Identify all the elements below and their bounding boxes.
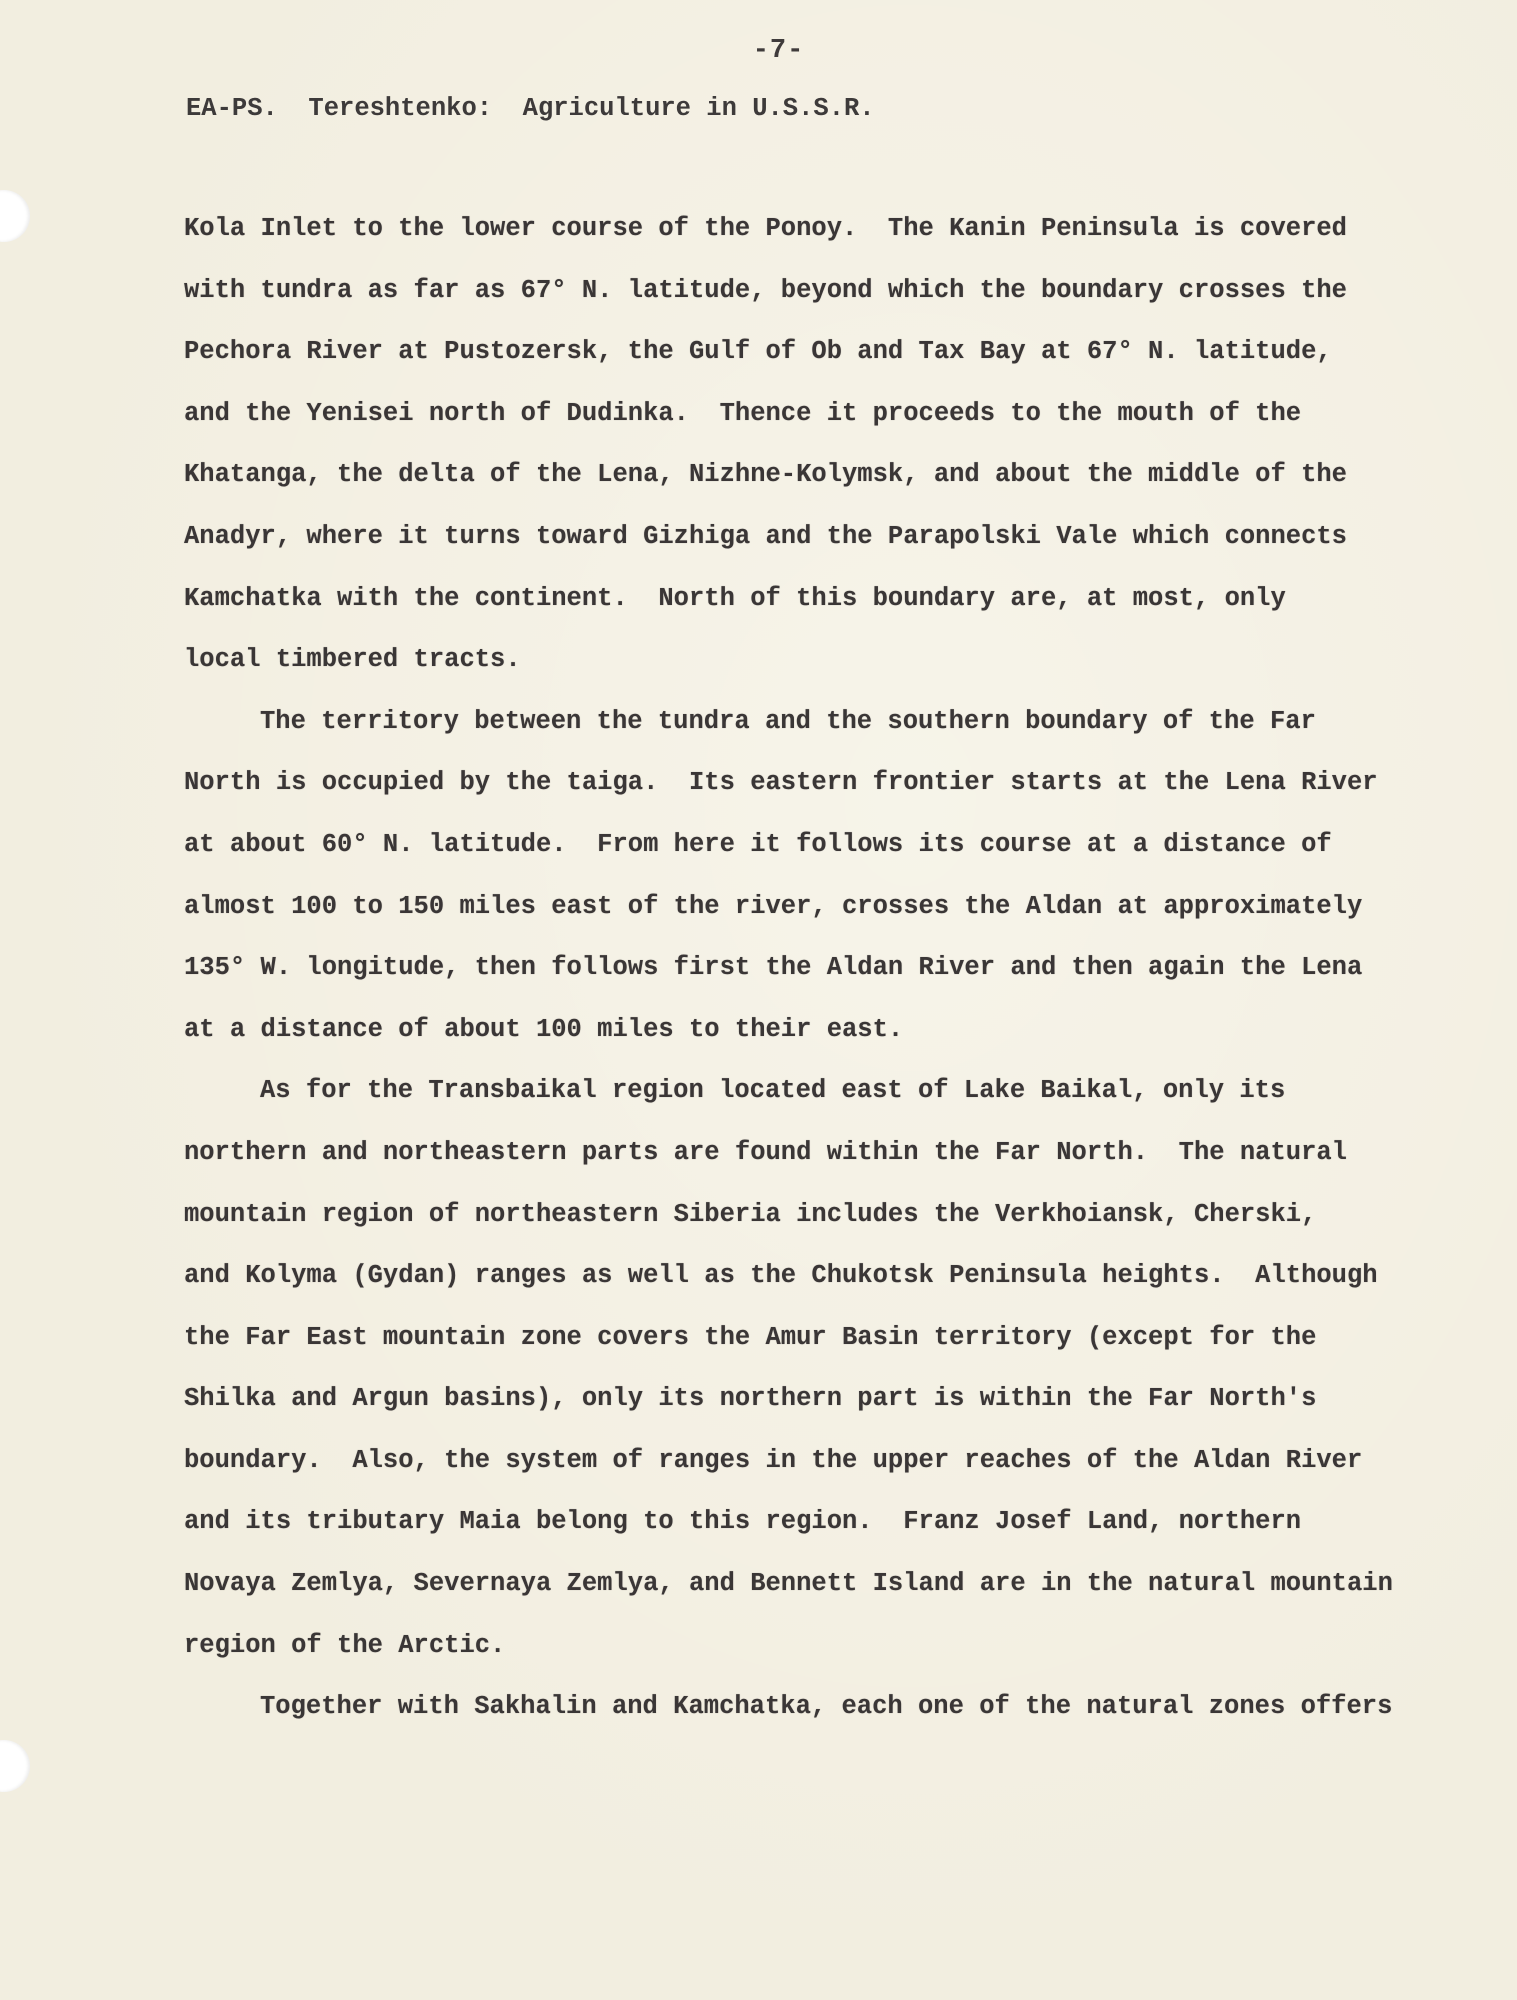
punch-hole: [0, 1740, 30, 1792]
text-line: at a distance of about 100 miles to their east.: [184, 1014, 904, 1044]
text-line: Anadyr, where it turns toward Gizhiga and the Parapolski Vale which connects: [184, 521, 1347, 551]
text-line: 135° W. longitude, then follows first the Aldan River and then again the Lena: [184, 953, 1363, 983]
text-line: region of the Arctic.: [184, 1630, 506, 1660]
paragraph-first-line: Together with Sakhalin and Kamchatka, each one of the natural zones offers: [260, 1692, 1393, 1722]
text-line: Pechora River at Pustozersk, the Gulf of Ob and Tax Bay at 67° N. latitude,: [184, 337, 1332, 367]
text-line: Shilka and Argun basins), only its northern part is within the Far North's: [184, 1384, 1317, 1414]
text-line: the Far East mountain zone covers the Amur Basin territory (except for the: [184, 1322, 1317, 1352]
text-line: almost 100 to 150 miles east of the river, crosses the Aldan at approximately: [184, 891, 1363, 921]
body-text: [184, 210, 1404, 1750]
document-header: EA-PS. Tereshtenko: Agriculture in U.S.S.R.: [186, 94, 875, 123]
text-line: Kola Inlet to the lower course of the Ponoy. The Kanin Peninsula is covered: [184, 214, 1347, 243]
text-line: at about 60° N. latitude. From here it follows its course at a distance of: [184, 829, 1332, 859]
text-line: Kamchatka with the continent. North of this boundary are, at most, only: [184, 583, 1286, 613]
text-line: Novaya Zemlya, Severnaya Zemlya, and Bennett Island are in the natural mountain: [184, 1569, 1393, 1599]
page-number: -7-: [752, 36, 805, 66]
punch-hole: [0, 190, 30, 242]
text-line: boundary. Also, the system of ranges in the upper reaches of the Aldan River: [184, 1445, 1363, 1475]
text-line: and the Yenisei north of Dudinka. Thence it proceeds to the mouth of the: [184, 398, 1302, 428]
text-line: and its tributary Maia belong to this region. Franz Josef Land, northern: [184, 1507, 1302, 1537]
text-line: North is occupied by the taiga. Its eastern frontier starts at the Lena River: [184, 768, 1378, 798]
text-line: mountain region of northeastern Siberia includes the Verkhoiansk, Cherski,: [184, 1199, 1317, 1229]
text-line: Khatanga, the delta of the Lena, Nizhne-Kolymsk, and about the middle of the: [184, 460, 1347, 490]
paragraph-first-line: As for the Transbaikal region located east of Lake Baikal, only its: [260, 1076, 1286, 1106]
text-line: local timbered tracts.: [184, 645, 521, 675]
paragraph-first-line: The territory between the tundra and the southern boundary of the Far: [260, 706, 1316, 736]
text-line: northern and northeastern parts are found within the Far North. The natural: [184, 1137, 1347, 1167]
text-line: with tundra as far as 67° N. latitude, beyond which the boundary crosses the: [184, 275, 1347, 305]
text-line: and Kolyma (Gydan) ranges as well as the Chukotsk Peninsula heights. Although: [184, 1261, 1378, 1291]
